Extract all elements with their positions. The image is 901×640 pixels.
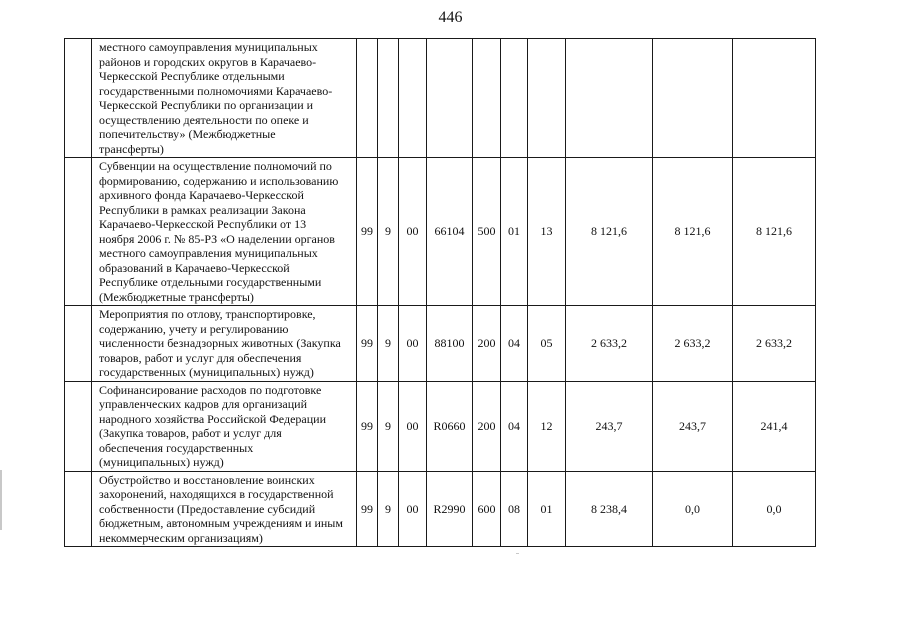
description-line: попечительству» (Межбюджетные <box>99 127 276 141</box>
amount-cell: 2 633,2 <box>733 306 816 382</box>
description-line: захоронений, находящихся в государственной <box>99 487 334 501</box>
subprogram-cell: 9 <box>378 471 399 547</box>
scan-mark <box>0 470 2 530</box>
description-line: государственными полномочиями Карачаево- <box>99 83 333 98</box>
description-line: народного хозяйства Российской Федерации <box>99 411 326 426</box>
table-row <box>65 471 816 547</box>
table-row <box>65 306 816 382</box>
amount-cell: 0,0 <box>733 471 816 547</box>
description-line: Черкесской Республики по организации и <box>99 98 314 112</box>
description-line: Карачаево-Черкесской Республики от 13 <box>99 217 307 231</box>
margin-cell <box>65 381 92 471</box>
margin-cell <box>65 158 92 306</box>
subprogram-cell: 9 <box>378 381 399 471</box>
direction-cell: 00 <box>399 306 427 382</box>
amount-cell: 2 633,2 <box>566 306 653 382</box>
amount-cell: 8 121,6 <box>733 158 816 306</box>
description-line: (Закупка товаров, работ и услуг для <box>99 426 282 440</box>
description-line: образований в Карачаево-Черкесской <box>99 260 290 275</box>
description-line: Черкесской Республике отдельными <box>99 69 285 83</box>
description-line: численности безнадзорных животных (Закупка <box>99 336 341 350</box>
description-line: обеспечения государственных <box>99 440 254 455</box>
description-line: ноября 2006 г. № 85-РЗ «О наделении органов <box>99 231 335 246</box>
description-line: осуществлению деятельности по опеке и <box>99 112 309 127</box>
direction-cell <box>399 39 427 158</box>
program-cell: 99 <box>357 471 378 547</box>
description-cell <box>92 471 357 547</box>
amount-cell: 243,7 <box>653 381 733 471</box>
description-line: районов и городских округов в Карачаево- <box>99 54 317 69</box>
subsection-cell: 05 <box>528 306 566 382</box>
description-line: Субвенции на осуществление полномочий по <box>99 159 332 173</box>
direction-cell: 00 <box>399 158 427 306</box>
code-cell: 88100 <box>427 306 473 382</box>
page-number: 446 <box>438 9 463 26</box>
subprogram-cell <box>378 39 399 158</box>
amount-cell: 241,4 <box>733 381 816 471</box>
scan-mark <box>516 553 519 554</box>
table-row <box>65 39 816 158</box>
description-line: местного самоуправления муниципальных <box>99 246 318 260</box>
expense-type-cell <box>473 39 501 158</box>
subsection-cell: 01 <box>528 471 566 547</box>
description-line: некоммерческим организациям) <box>99 530 263 545</box>
table-row <box>65 158 816 306</box>
description-line: архивного фонда Карачаево-Черкесской <box>99 188 304 202</box>
amount-cell <box>733 39 816 158</box>
section-cell: 04 <box>501 306 528 382</box>
code-cell: 66104 <box>427 158 473 306</box>
description-line: трансферты) <box>99 141 164 156</box>
amount-cell <box>653 39 733 158</box>
code-cell: R0660 <box>427 381 473 471</box>
description-line: Софинансирование расходов по подготовке <box>99 382 322 397</box>
description-line: Обустройство и восстановление воинских <box>99 472 315 487</box>
budget-table <box>64 38 816 547</box>
section-cell: 04 <box>501 381 528 471</box>
description-line: государственных (муниципальных) нужд) <box>99 365 314 379</box>
amount-cell: 8 121,6 <box>566 158 653 306</box>
description-line: (муниципальных) нужд) <box>99 455 224 469</box>
section-cell: 01 <box>501 158 528 306</box>
subsection-cell: 13 <box>528 158 566 306</box>
description-line: Республике отдельными государственными <box>99 275 322 289</box>
direction-cell: 00 <box>399 471 427 547</box>
description-line: содержанию, учету и регулированию <box>99 321 289 336</box>
description-line: формированию, содержанию и использованию <box>99 173 339 188</box>
subprogram-cell: 9 <box>378 306 399 382</box>
margin-cell <box>65 471 92 547</box>
amount-cell: 2 633,2 <box>653 306 733 382</box>
description-line: местного самоуправления муниципальных <box>99 40 318 54</box>
table-body <box>65 39 816 547</box>
margin-cell <box>65 306 92 382</box>
description-cell <box>92 39 357 158</box>
expense-type-cell: 200 <box>473 381 501 471</box>
subprogram-cell: 9 <box>378 158 399 306</box>
description-cell <box>92 381 357 471</box>
section-cell <box>501 39 528 158</box>
expense-type-cell: 500 <box>473 158 501 306</box>
amount-cell <box>566 39 653 158</box>
description-line: собственности (Предоставление субсидий <box>99 501 316 516</box>
code-cell <box>427 39 473 158</box>
description-line: (Межбюджетные трансферты) <box>99 289 254 304</box>
amount-cell: 8 121,6 <box>653 158 733 306</box>
amount-cell: 243,7 <box>566 381 653 471</box>
description-cell <box>92 158 357 306</box>
program-cell: 99 <box>357 381 378 471</box>
margin-cell <box>65 39 92 158</box>
code-cell: R2990 <box>427 471 473 547</box>
description-line: Мероприятия по отлову, транспортировке, <box>99 307 316 321</box>
amount-cell: 8 238,4 <box>566 471 653 547</box>
program-cell: 99 <box>357 158 378 306</box>
program-cell <box>357 39 378 158</box>
amount-cell: 0,0 <box>653 471 733 547</box>
direction-cell: 00 <box>399 381 427 471</box>
table-row <box>65 381 816 471</box>
description-line: управленческих кадров для организаций <box>99 397 308 411</box>
expense-type-cell: 600 <box>473 471 501 547</box>
section-cell: 08 <box>501 471 528 547</box>
subsection-cell: 12 <box>528 381 566 471</box>
expense-type-cell: 200 <box>473 306 501 382</box>
program-cell: 99 <box>357 306 378 382</box>
description-line: бюджетным, автономным учреждениям и иным <box>99 516 343 530</box>
description-line: товаров, работ и услуг для обеспечения <box>99 350 302 365</box>
description-cell <box>92 306 357 382</box>
description-line: Республики в рамках реализации Закона <box>99 202 306 217</box>
subsection-cell <box>528 39 566 158</box>
